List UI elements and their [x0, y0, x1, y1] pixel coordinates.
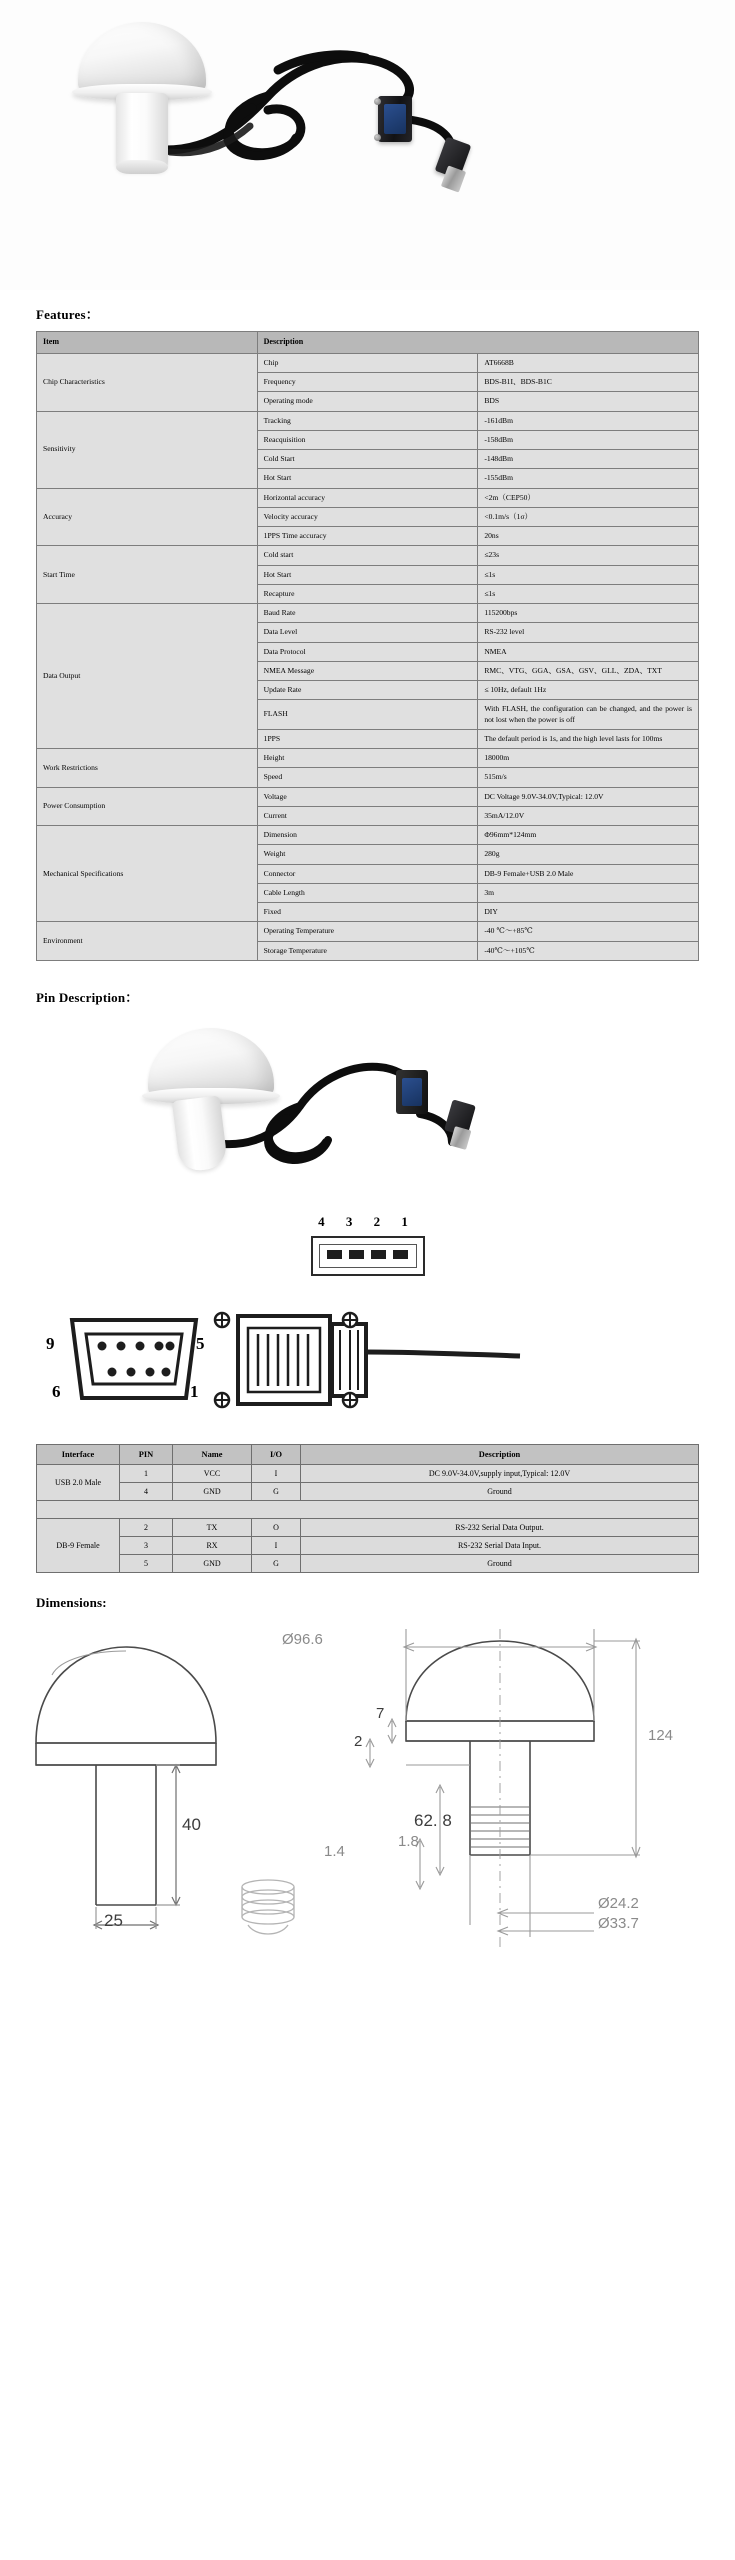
db9-label-9: 9: [46, 1333, 55, 1353]
spec-value: 20ns: [478, 527, 699, 546]
spec-value: -161dBm: [478, 411, 699, 430]
usb-pin-pad-1: [393, 1250, 408, 1259]
pin-header-interface: Interface: [37, 1444, 120, 1464]
dim-label-second-step: 2: [354, 1732, 363, 1750]
antenna-neck-base: [116, 160, 168, 174]
spec-key: Weight: [257, 845, 478, 864]
usb-pin-outline: [311, 1236, 425, 1276]
pin-header-io: I/O: [252, 1444, 301, 1464]
dim-label-top-step: 7: [376, 1704, 385, 1722]
pin-io: I: [252, 1464, 301, 1482]
spec-group-name: Accuracy: [37, 488, 258, 546]
dimensions-heading: Dimensions:: [36, 1594, 107, 1610]
spec-group-name: Environment: [37, 922, 258, 961]
spec-value: -40℃～+105℃: [478, 941, 699, 960]
dim-label-mid-len: 62. 8: [414, 1810, 452, 1830]
pin-number: 3: [120, 1536, 173, 1554]
spec-value: NMEA: [478, 642, 699, 661]
spec-key: Hot Start: [257, 469, 478, 488]
features-table-wrap: [0, 331, 735, 961]
features-heading: Features：: [36, 307, 99, 322]
hero-stage: [0, 0, 735, 290]
spec-key: 1PPS Time accuracy: [257, 527, 478, 546]
db9-screw-top: [374, 98, 381, 105]
spec-group-name: Mechanical Specifications: [37, 826, 258, 922]
pin-table-row: [37, 1554, 699, 1572]
header-description: Description: [257, 332, 698, 354]
pin-io: O: [252, 1518, 301, 1536]
spec-key: Cold start: [257, 546, 478, 565]
usb-pin-numbers: 4 3 2 1: [318, 1213, 417, 1229]
db9-label-5: 5: [196, 1333, 205, 1353]
dimension-drawings: [0, 1619, 735, 1955]
pin-signal-name: TX: [173, 1518, 252, 1536]
pin-description: RS-232 Serial Data Output.: [301, 1518, 699, 1536]
table-row: [37, 826, 699, 845]
spec-key: Baud Rate: [257, 604, 478, 623]
spec-value: 3m: [478, 883, 699, 902]
header-item: Item: [37, 332, 258, 354]
usb-pin-pad-4: [327, 1250, 342, 1259]
pin-description: Ground: [301, 1482, 699, 1500]
spec-value: ≤23s: [478, 546, 699, 565]
pin-signal-name: GND: [173, 1482, 252, 1500]
pin-io: G: [252, 1554, 301, 1572]
db9-pinout-svg: [0, 1294, 735, 1444]
pin-cable-illustration: [0, 1014, 735, 1214]
spec-key: 1PPS: [257, 729, 478, 748]
pin-signal-name: RX: [173, 1536, 252, 1554]
spec-value: Φ96mm*124mm: [478, 826, 699, 845]
spec-key: Speed: [257, 768, 478, 787]
spec-value: BDS-B1I、BDS-B1C: [478, 373, 699, 392]
spec-key: Tracking: [257, 411, 478, 430]
table-row: [37, 488, 699, 507]
spec-value: The default period is 1s, and the high level lasts for 100ms: [478, 729, 699, 748]
spec-value: <2m（CEP50）: [478, 488, 699, 507]
spec-group-name: Chip Characteristics: [37, 353, 258, 411]
pin-number: 1: [120, 1464, 173, 1482]
spec-value: 115200bps: [478, 604, 699, 623]
spec-key: Horizontal accuracy: [257, 488, 478, 507]
spec-key: Reacquisition: [257, 430, 478, 449]
table-header-row: [37, 332, 699, 354]
pin-table-row: [37, 1518, 699, 1536]
spec-key: Data Protocol: [257, 642, 478, 661]
table-row: [37, 749, 699, 768]
pin-signal-name: GND: [173, 1554, 252, 1572]
pin-interface-name: USB 2.0 Male: [37, 1464, 120, 1500]
spec-value: 280g: [478, 845, 699, 864]
db9-pinout-diagram: [0, 1294, 735, 1444]
spec-value: With FLASH, the configuration can be changed, and the power is not lost when the power is off: [478, 700, 699, 730]
pin-number: 5: [120, 1554, 173, 1572]
pin-description: DC 9.0V-34.0V,supply input,Typical: 12.0V: [301, 1464, 699, 1482]
pin-signal-name: VCC: [173, 1464, 252, 1482]
spec-group-name: Power Consumption: [37, 787, 258, 826]
spec-key: Update Rate: [257, 681, 478, 700]
spec-key: Operating mode: [257, 392, 478, 411]
spec-value: BDS: [478, 392, 699, 411]
spec-group-name: Start Time: [37, 546, 258, 604]
spec-value: -155dBm: [478, 469, 699, 488]
spec-value: DIY: [478, 903, 699, 922]
spec-key: Dimension: [257, 826, 478, 845]
db9-screw-bottom: [374, 134, 381, 141]
spec-group-name: Sensitivity: [37, 411, 258, 488]
usb-pin-pad-3: [349, 1250, 364, 1259]
pin-description-table: [36, 1444, 699, 1573]
pin-table-wrap: [0, 1444, 735, 1573]
spec-value: DC Voltage 9.0V-34.0V,Typical: 12.0V: [478, 787, 699, 806]
spec-key: Chip: [257, 353, 478, 372]
spec-value: DB-9 Female+USB 2.0 Male: [478, 864, 699, 883]
spec-key: Voltage: [257, 787, 478, 806]
dim-label-thin-a: 1.4: [324, 1842, 345, 1860]
pin-interface-name: DB-9 Female: [37, 1518, 120, 1572]
spec-value: -40 ℃～+85℃: [478, 922, 699, 941]
spec-key: Storage Temperature: [257, 941, 478, 960]
spec-key: Recapture: [257, 584, 478, 603]
pin-description: RS-232 Serial Data Input.: [301, 1536, 699, 1554]
pin-header-name: Name: [173, 1444, 252, 1464]
dim-label-thin-b: 1.8: [398, 1832, 419, 1850]
spec-value: -148dBm: [478, 450, 699, 469]
pin-description-heading: Pin Description：: [36, 989, 139, 1005]
table-row: [37, 922, 699, 941]
spec-key: Hot Start: [257, 565, 478, 584]
pin-table-header-row: [37, 1444, 699, 1464]
pin-number: 2: [120, 1518, 173, 1536]
spec-key: Frequency: [257, 373, 478, 392]
spec-value: RMC、VTG、GGA、GSA、GSV、GLL、ZDA、TXT: [478, 661, 699, 680]
db9-connector-face: [384, 104, 406, 134]
spec-group-name: Data Output: [37, 604, 258, 749]
db9-label-6: 6: [52, 1381, 61, 1401]
spec-value: ≤ 10Hz, default 1Hz: [478, 681, 699, 700]
spec-value: 35mA/12.0V: [478, 806, 699, 825]
pin-table-body: [37, 1464, 699, 1572]
dim-label-neck-len: 40: [182, 1814, 201, 1834]
spec-key: NMEA Message: [257, 661, 478, 680]
spec-value: 18000m: [478, 749, 699, 768]
pin-table-row: [37, 1536, 699, 1554]
table-row: [37, 787, 699, 806]
table-row: [37, 546, 699, 565]
spec-key: Velocity accuracy: [257, 507, 478, 526]
pin-header-pin: PIN: [120, 1444, 173, 1464]
spec-value: -158dBm: [478, 430, 699, 449]
spec-value: ≤1s: [478, 565, 699, 584]
pin-table-row: [37, 1464, 699, 1482]
spec-value: ≤1s: [478, 584, 699, 603]
pin-table-row: [37, 1482, 699, 1500]
table-row: [37, 353, 699, 372]
pin-number: 4: [120, 1482, 173, 1500]
spec-value: RS-232 level: [478, 623, 699, 642]
spec-key: Operating Temperature: [257, 922, 478, 941]
table-row: [37, 411, 699, 430]
spec-key: Cable Length: [257, 883, 478, 902]
dim-label-thread-inner: Ø33.7: [598, 1914, 639, 1932]
spec-key: FLASH: [257, 700, 478, 730]
spec-key: Current: [257, 806, 478, 825]
pin-io: G: [252, 1482, 301, 1500]
dim-label-diameter-top: Ø96.6: [282, 1630, 323, 1648]
pin-db9-face: [402, 1078, 422, 1106]
spec-value: AT6668B: [478, 353, 699, 372]
dim-label-thread-outer: Ø24.2: [598, 1894, 639, 1912]
spec-value: <0.1m/s（1σ）: [478, 507, 699, 526]
product-hero-photo: [0, 0, 735, 290]
table-row: [37, 604, 699, 623]
spec-value: 515m/s: [478, 768, 699, 787]
pin-product-photo: [0, 1014, 735, 1214]
dim-label-height-total: 124: [648, 1726, 674, 1744]
pin-header-description: Description: [301, 1444, 699, 1464]
spec-key: Data Level: [257, 623, 478, 642]
spec-group-name: Work Restrictions: [37, 749, 258, 788]
usb-pin-pad-2: [371, 1250, 386, 1259]
db9-label-1: 1: [190, 1381, 199, 1401]
features-table-body: [37, 353, 699, 960]
pin-description: Ground: [301, 1554, 699, 1572]
spec-key: Cold Start: [257, 450, 478, 469]
pin-table-spacer-row: [37, 1500, 699, 1518]
spec-key: Height: [257, 749, 478, 768]
pin-io: I: [252, 1536, 301, 1554]
usb-pin-diagram: [0, 1214, 735, 1294]
spec-key: Fixed: [257, 903, 478, 922]
spec-key: Connector: [257, 864, 478, 883]
pin-table-spacer-cell: [37, 1500, 699, 1518]
dim-label-base-width: 25: [104, 1910, 123, 1930]
features-table: [36, 331, 699, 961]
